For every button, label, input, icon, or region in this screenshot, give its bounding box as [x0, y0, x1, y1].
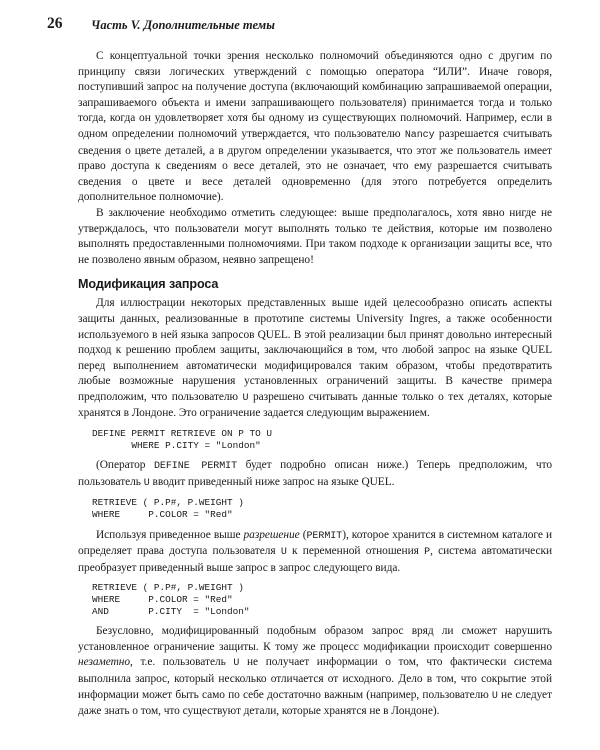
code-line: AND P.CITY = "London": [92, 605, 250, 617]
page-number: 26: [47, 15, 63, 32]
paragraph-modification: [78, 624, 552, 720]
paragraph-ingres: [78, 296, 552, 422]
code-keyword: PERMIT: [306, 530, 343, 542]
text-run: не получает информации о том, что фактически система выполнила запрос, который несколько отличается от исходного. Дело в том, что сокрытие этой информации может быть само по себе достаточно важным (например, пользователю: [78, 656, 552, 701]
code-keyword: DEFINE PERMIT: [153, 461, 238, 473]
code-username: U: [233, 658, 240, 670]
text-run: будет подробно описан ниже.) Теперь предположим, что пользователь: [78, 459, 552, 488]
section-heading: Модификация запроса: [78, 277, 219, 292]
code-line: WHERE P.COLOR = "Red": [92, 509, 233, 521]
code-username: Nancy: [404, 129, 435, 141]
code-line: RETRIEVE ( P.P#, P.WEIGHT ): [92, 497, 244, 509]
paragraph-conclusion: В заключение необходимо отметить следующее: выше предполагалось, хотя явно нигде не утверждалось, что пользователи могут выполнять только те действия, которые им позволено выполнять предоставленными полномочиями. При таком подходе к организации защиты все, что не позволено явным образом, неявно запрещено!: [78, 206, 552, 266]
text-run: Используя приведенное выше: [96, 528, 244, 541]
text-run: С концептуальной точки зрения несколько полномочий объединяются одно с другим по принципу связи логических утверждений с помощью оператора “ИЛИ”. Иначе говоря, поступивший запрос на получение доступа (включающий комбинацию запрашиваемой операции, запрашиваемого объекта и имени запрашивающего пользователя) принимается тогда и только тогда, когда он удовлетворяет хотя бы одному из существующих полномочий. Например, если в одном определении полномочий утверждается, что пользователю: [78, 50, 552, 140]
emphasis-term: незаметно: [78, 656, 130, 669]
text-run: к переменной отношения: [286, 545, 425, 558]
paragraph-permit-usage: [78, 528, 552, 577]
paragraph-define-permit: [78, 458, 552, 491]
text-run: (Оператор: [96, 459, 154, 472]
code-line: WHERE P.COLOR = "Red": [92, 594, 233, 605]
code-username: U: [242, 392, 249, 404]
text-run: Для иллюстрации некоторых представленных выше идей целесообразно описать аспекты защиты данных, реализованные в прототипе системы University Ingres, а также особенности используемого в ней языка запросов QUEL. В этой реализации был принят довольно интересный подход к решению проблем защиты, заключающийся в том, что любой запрос на языке QUEL перед выполнением автоматически модифицировался таким образом, чтобы предотвратить любые возможные нарушения установленных ограничений защиты. В качестве примера предположим, что пользователю: [78, 297, 552, 403]
text-run: ), которое хранится в системном каталоге и определяет права доступа пользователя: [78, 528, 552, 558]
text-run: , т.е. пользователь: [130, 656, 234, 669]
code-line: DEFINE PERMIT RETRIEVE ON P TO U: [92, 428, 273, 440]
code-block-modified-query: [92, 582, 552, 617]
emphasis-term: разрешение: [243, 528, 300, 541]
text-run: , система автоматически преобразует приведенный выше запрос в запрос следующего вида.: [78, 545, 553, 574]
code-block-permit: [92, 428, 552, 451]
page-header: [47, 14, 567, 36]
code-relvar: P: [424, 547, 431, 559]
paragraph-or-semantics: [78, 49, 552, 206]
code-username: U: [143, 477, 150, 489]
code-line: WHERE P.CITY = "London": [92, 439, 261, 451]
code-username: U: [280, 547, 287, 559]
text-run: разрешено считывать данные только о тех деталях, которые хранятся в Лондоне. Это ограничение задается следующим выражением.: [78, 390, 552, 420]
running-title: Часть V. Дополнительные темы: [91, 18, 275, 32]
text-run: (: [299, 528, 307, 541]
page-body: [78, 49, 552, 720]
text-run: разрешается считывать сведения о цвете деталей, а в другом определении указывается, что этот же пользователь имеет право доступа к сведениям о весе деталей, это не означает, что ему разрешается считывать сведения о цвете и весе деталей одновременно (для этого потребуется определить дополнительное полномочие).: [78, 127, 552, 204]
code-line: RETRIEVE ( P.P#, P.WEIGHT ): [92, 582, 244, 594]
text-run: вводит приведенный ниже запрос на языке QUEL.: [149, 475, 395, 488]
code-username: U: [491, 690, 498, 702]
text-run: не следует даже знать о том, что существуют детали, которые хранятся не в Лондоне).: [78, 688, 552, 718]
text-run: Безусловно, модифицированный подобным образом запрос вряд ли сможет нарушить установленное ограничение защиты. К тому же процесс модификации происходит совершенно: [78, 625, 552, 653]
code-block-query: [92, 497, 552, 520]
